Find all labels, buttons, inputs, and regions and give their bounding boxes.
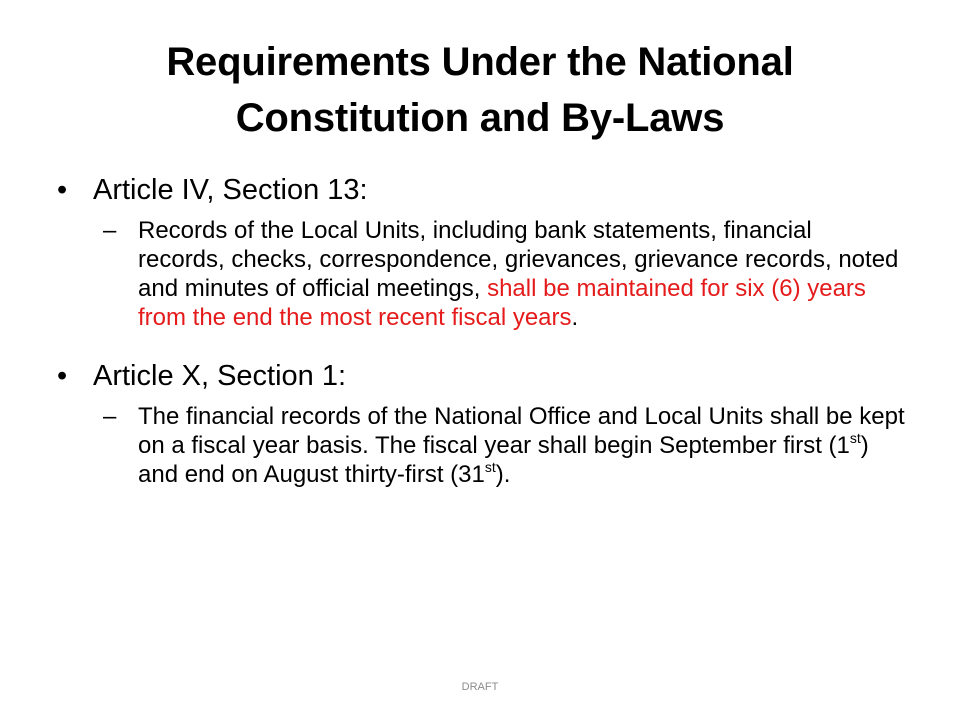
- bullet-icon: •: [57, 174, 68, 206]
- superscript: st: [484, 459, 496, 475]
- dash-icon: –: [103, 217, 117, 244]
- title-line-1: Requirements Under the National: [166, 40, 794, 84]
- dash-icon: –: [103, 403, 117, 430]
- sub-item-records-retention: [55, 216, 905, 332]
- sub-item-fiscal-year: [55, 402, 905, 489]
- section-heading: Article IV, Section 13:: [93, 174, 368, 206]
- slide-title: [60, 34, 900, 146]
- sub-item-text: ).: [495, 461, 511, 488]
- sub-item-text-end: .: [571, 304, 579, 331]
- sub-item-text: Records of the Local Units, including bank statements, financial records, checks, correspondence, grievances, grievance records, noted and minutes of official meetings,: [138, 217, 899, 302]
- superscript: st: [849, 430, 861, 446]
- footer-draft-label: DRAFT: [461, 681, 499, 693]
- bullet-icon: •: [57, 360, 68, 392]
- bullet-article-x: [55, 356, 905, 396]
- title-line-2: Constitution and By-Laws: [235, 96, 725, 140]
- sub-item-text: The financial records of the National Office and Local Units shall be kept on a fiscal year basis. The fiscal year shall begin September first (1: [138, 403, 905, 459]
- highlighted-requirement: shall be maintained for six (6) years from the end the most recent fiscal years: [138, 275, 866, 331]
- section-heading: Article X, Section 1:: [93, 360, 347, 392]
- bullet-article-iv: [55, 170, 905, 210]
- slide-body: [55, 170, 905, 489]
- sub-item-text: ) and end on August thirty-first (31: [138, 432, 869, 488]
